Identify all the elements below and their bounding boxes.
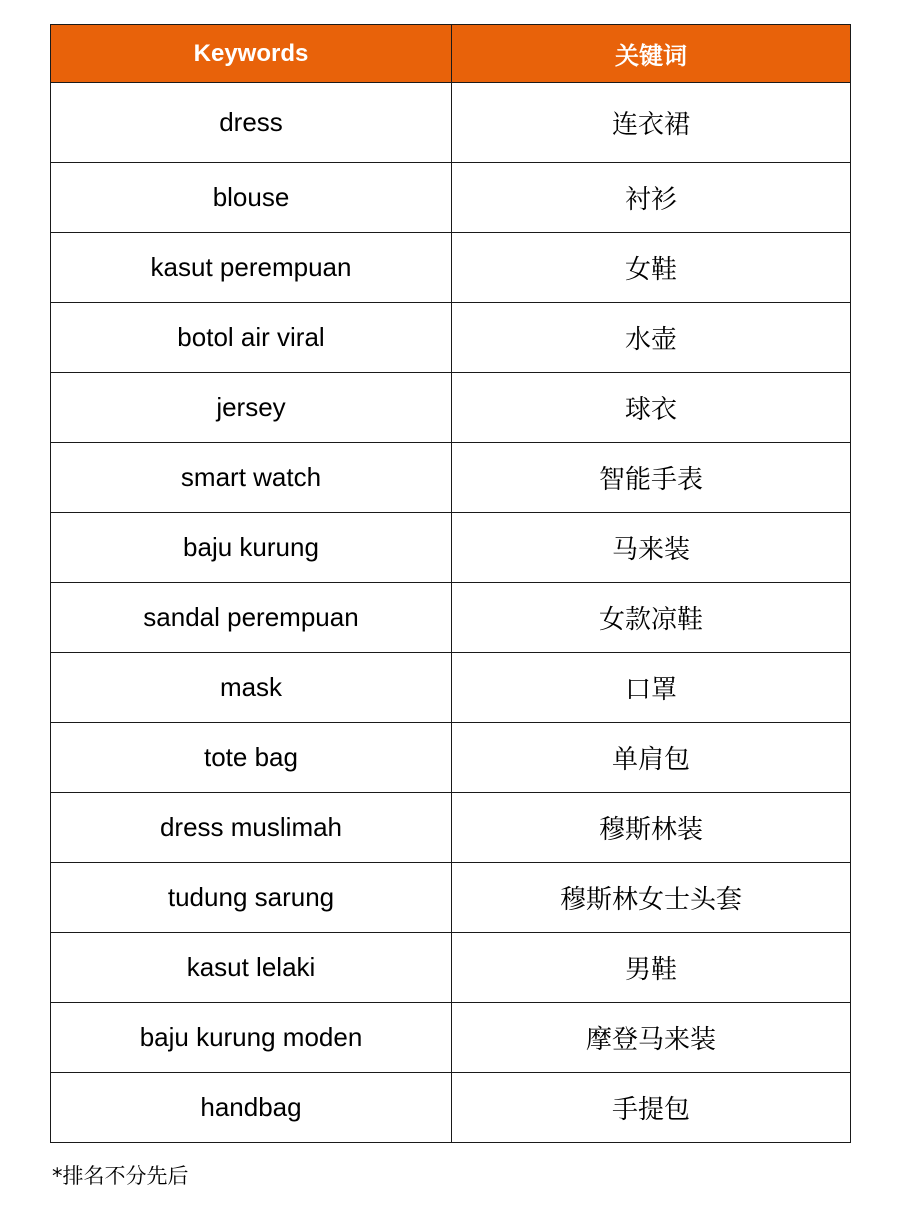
keyword-cell: kasut perempuan — [51, 233, 452, 303]
table-row — [51, 793, 851, 863]
keyword-cell: jersey — [51, 373, 452, 443]
keyword-cell: botol air viral — [51, 303, 452, 373]
keyword-chinese-cell: 水壶 — [452, 303, 851, 373]
table-row — [51, 303, 851, 373]
keyword-cell: baju kurung — [51, 513, 452, 583]
header-keywords-chinese: 关键词 — [452, 25, 851, 83]
keyword-cell: smart watch — [51, 443, 452, 513]
table-row — [51, 1003, 851, 1073]
keyword-chinese-cell: 女款凉鞋 — [452, 583, 851, 653]
table-row — [51, 1073, 851, 1143]
keyword-chinese-cell: 男鞋 — [452, 933, 851, 1003]
table-row — [51, 653, 851, 723]
table-row — [51, 443, 851, 513]
keyword-cell: kasut lelaki — [51, 933, 452, 1003]
keyword-chinese-cell: 女鞋 — [452, 233, 851, 303]
keyword-chinese-cell: 穆斯林装 — [452, 793, 851, 863]
keyword-cell: tudung sarung — [51, 863, 452, 933]
keyword-chinese-cell: 球衣 — [452, 373, 851, 443]
table-row — [51, 513, 851, 583]
keyword-chinese-cell: 口罩 — [452, 653, 851, 723]
keyword-cell: dress muslimah — [51, 793, 452, 863]
keyword-cell: handbag — [51, 1073, 452, 1143]
table-row — [51, 233, 851, 303]
table-row — [51, 163, 851, 233]
keyword-cell: mask — [51, 653, 452, 723]
table-row — [51, 373, 851, 443]
keyword-chinese-cell: 摩登马来装 — [452, 1003, 851, 1073]
keywords-table — [50, 24, 851, 1143]
keyword-cell: blouse — [51, 163, 452, 233]
keyword-chinese-cell: 穆斯林女士头套 — [452, 863, 851, 933]
table-row — [51, 83, 851, 163]
table-row — [51, 723, 851, 793]
keyword-cell: dress — [51, 83, 452, 163]
keyword-chinese-cell: 单肩包 — [452, 723, 851, 793]
ranking-footnote: *排名不分先后 — [52, 1164, 189, 1188]
keyword-cell: tote bag — [51, 723, 452, 793]
table-row — [51, 863, 851, 933]
table-row — [51, 583, 851, 653]
keyword-chinese-cell: 智能手表 — [452, 443, 851, 513]
keyword-chinese-cell: 衬衫 — [452, 163, 851, 233]
keyword-cell: baju kurung moden — [51, 1003, 452, 1073]
keyword-chinese-cell: 手提包 — [452, 1073, 851, 1143]
table-header-row — [51, 25, 851, 83]
table-row — [51, 933, 851, 1003]
keyword-chinese-cell: 马来装 — [452, 513, 851, 583]
keyword-chinese-cell: 连衣裙 — [452, 83, 851, 163]
keyword-cell: sandal perempuan — [51, 583, 452, 653]
header-keywords: Keywords — [51, 25, 452, 83]
